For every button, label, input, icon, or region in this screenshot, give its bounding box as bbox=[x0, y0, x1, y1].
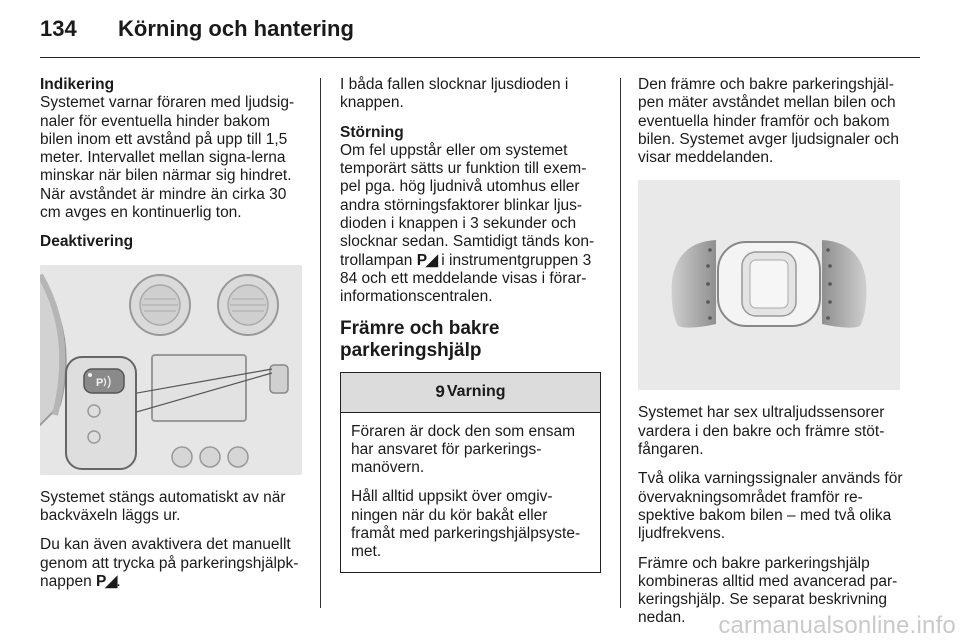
column-2 bbox=[340, 76, 606, 573]
warning-signals-text: Två olika varningssignaler används för övervakningsområdet framför re-spektive bakom bilen – med två olika ljudfrekvens. bbox=[638, 470, 903, 543]
chapter-title: Körning och hantering bbox=[118, 16, 354, 41]
warning-text-1: Föraren är dock den som ensam har ansvaret för parkerings-manövern. bbox=[351, 422, 575, 477]
parking-assist-symbol: P◢ bbox=[96, 572, 117, 590]
storning-text: Om fel uppstår eller om systemet temporärt sätts ur funktion till exem-pel pga. hög ljudnivå utomhus eller andra störningsfaktorer blinkar ljus-dioden i knappen i 3 sekunder och slocknar sedan. Samtidigt tänds kon-trollampan P◢ i instrumentgruppen 3 84 och ett meddelande visas i förar-informationscentralen. bbox=[340, 141, 595, 306]
warning-header bbox=[341, 373, 600, 413]
warning-box bbox=[340, 372, 601, 573]
sensor-coverage-illustration bbox=[638, 180, 900, 390]
storning-heading: Störning bbox=[340, 123, 404, 141]
header-divider bbox=[40, 57, 920, 58]
dashboard-button-illustration bbox=[40, 265, 302, 475]
page-header bbox=[40, 16, 920, 56]
deaktivering-text-manual: Du kan även avaktivera det manuellt genom att trycka på parkeringshjälpk-nappen P◢. bbox=[40, 536, 299, 590]
section-heading: Främre och bakre parkeringshjälp bbox=[340, 317, 500, 361]
warning-body bbox=[341, 413, 600, 572]
indikering-heading: Indikering bbox=[40, 76, 115, 93]
front-rear-intro-text: Den främre och bakre parkeringshjäl-pen mäter avståndet mellan bilen och eventuella hinder framför och bakom bilen. Systemet avger ljudsignaler och visar meddelanden. bbox=[638, 76, 900, 167]
watermark: carmanualsonline.info bbox=[718, 612, 956, 639]
combined-assist-text: Främre och bakre parkeringshjälp kombineras alltid med avancerad par-keringshjälp. Se separat beskrivning nedan. bbox=[638, 554, 898, 627]
dashboard-drawing bbox=[40, 265, 302, 475]
parking-assist-control-lamp-symbol: P◢ bbox=[416, 251, 437, 269]
warning-icon: 9 bbox=[435, 381, 445, 401]
sensors-text: Systemet har sex ultraljudssensorer vardera i den bakre och främre stöt-fångaren. bbox=[638, 404, 885, 459]
column-1 bbox=[40, 76, 306, 602]
svg-text:P: P bbox=[96, 376, 104, 389]
page-number: 134 bbox=[40, 16, 77, 41]
led-text: I båda fallen slocknar ljusdioden i knappen. bbox=[340, 76, 569, 112]
column-divider-1 bbox=[320, 78, 321, 608]
sensor-coverage-drawing bbox=[638, 180, 900, 390]
deaktivering-text-auto: Systemet stängs automatiskt av när backväxeln läggs ur. bbox=[40, 488, 286, 524]
column-divider-2 bbox=[620, 78, 621, 608]
page-reference-icon: 3 bbox=[582, 251, 592, 269]
warning-title: Varning bbox=[446, 382, 506, 400]
deaktivering-heading: Deaktivering bbox=[40, 233, 134, 251]
column-3 bbox=[638, 76, 904, 639]
indikering-text: Systemet varnar föraren med ljudsig-naler för eventuella hinder bakom bilen inom ett avstånd på upp till 1,5 meter. Intervallet mellan signa-lerna minskar när bilen närmar sig hindret. När avståndet är mindre än cirka 30 cm avges en kontinuerlig ton. bbox=[40, 94, 295, 222]
warning-text-2: Håll alltid uppsikt över omgiv-ningen när du kör bakåt eller framåt med parkeringshjälpsyste-met. bbox=[351, 488, 581, 561]
